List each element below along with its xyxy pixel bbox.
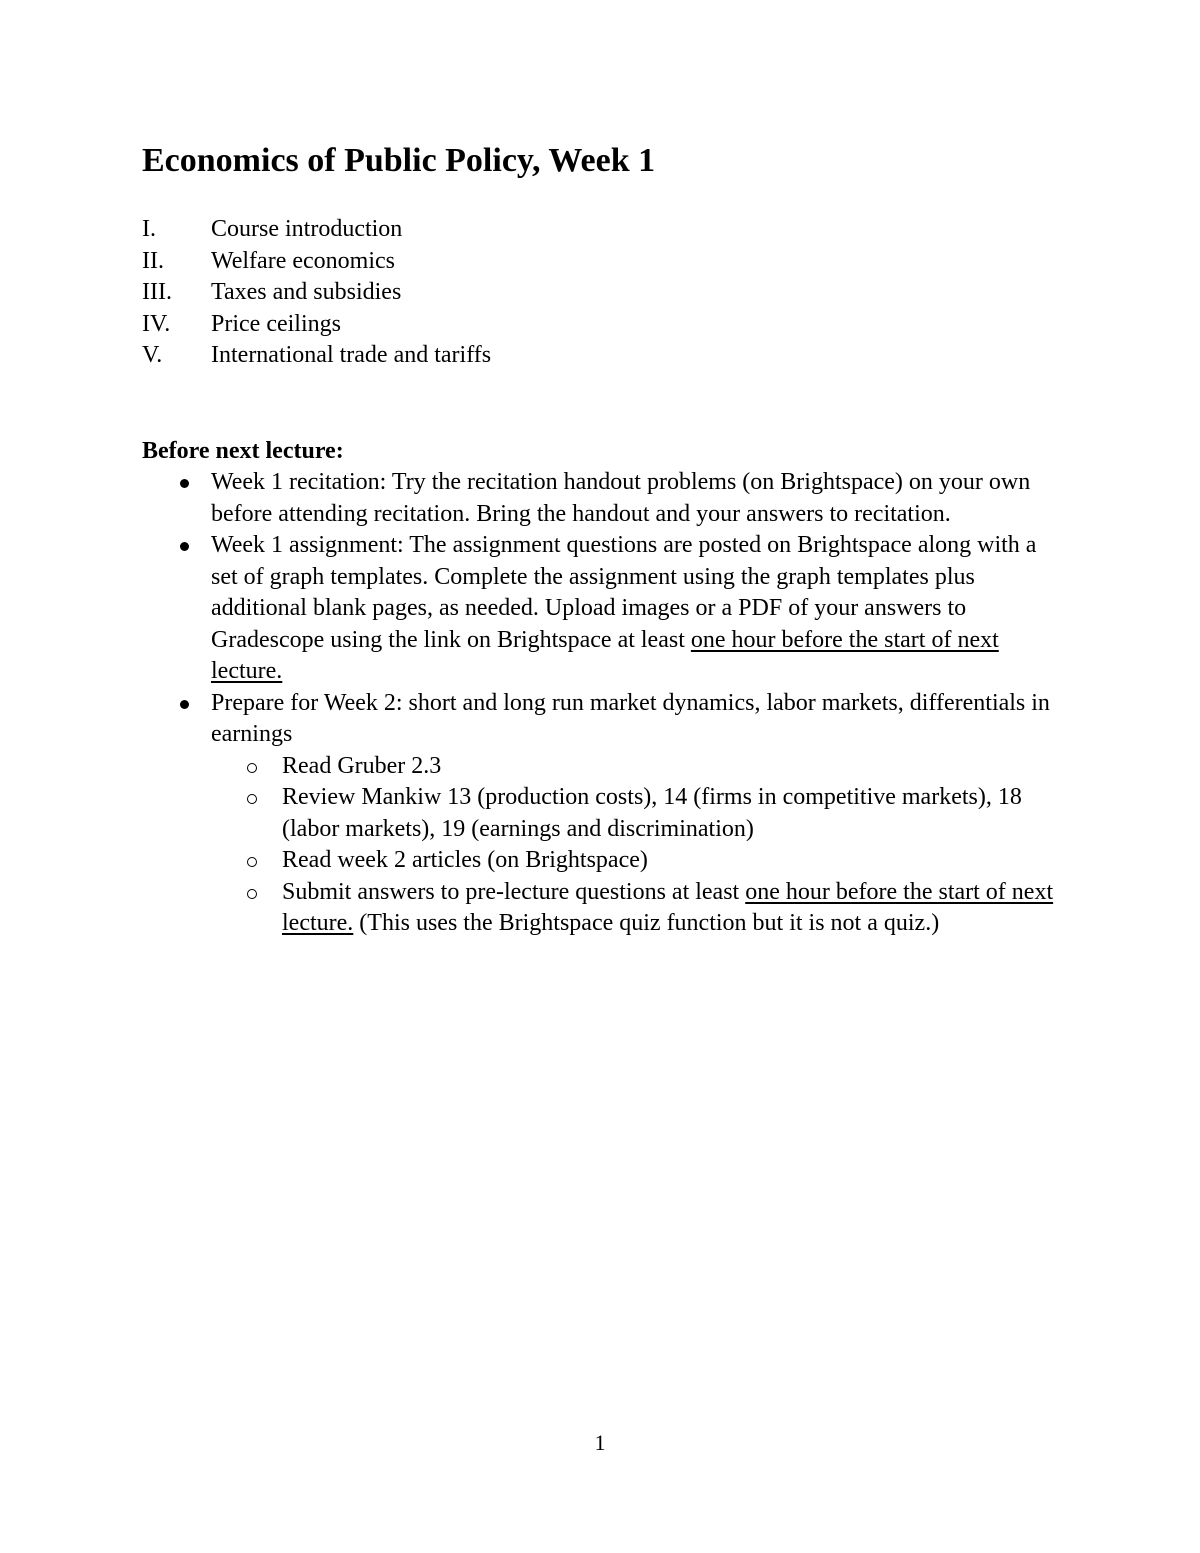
bullet-item-assignment <box>142 530 1102 688</box>
sub-item-articles <box>211 845 1056 877</box>
outline-numeral: III. <box>142 279 172 305</box>
sub-item-mankiw <box>211 782 1056 845</box>
bullet-text: Week 1 recitation: Try the recitation handout problems (on Brightspace) on your own before attending recitation. Bring the handout and your answers to recitation. <box>211 469 1031 527</box>
sub-item-text <box>282 877 1056 940</box>
assignment-deadline-underlined: one hour before the start of next lecture. <box>211 626 999 684</box>
bullet-dot-icon <box>142 688 211 940</box>
outline-item <box>142 309 1042 341</box>
outline-text: Taxes and subsidies <box>211 279 402 305</box>
submit-text: Submit answers to pre-lecture questions at least <box>282 878 746 905</box>
outline-text: International trade and tariffs <box>211 342 492 368</box>
circle-bullet-icon <box>211 877 282 940</box>
outline-numeral: I. <box>142 216 156 242</box>
outline-numeral: V. <box>142 342 163 368</box>
page-title: Economics of Public Policy, Week 1 <box>142 142 656 179</box>
submit-deadline-underlined: one hour before the start of next lecture. <box>282 878 1054 936</box>
sub-item-gruber <box>211 751 1056 783</box>
page-number: 1 <box>594 1430 606 1455</box>
bullet-text <box>211 530 1056 688</box>
before-next-lecture-heading: Before next lecture: <box>142 438 344 464</box>
outline-text: Course introduction <box>211 216 403 242</box>
outline-item <box>142 214 1042 246</box>
outline-numeral: IV. <box>142 310 171 337</box>
bullet-content <box>211 688 1056 940</box>
assignment-text: Week 1 assignment: The assignment questions are posted on Brightspace along with a set of graph templates. Complete the assignment using the graph templates plus additional blank pages, as needed. Upload images or a PDF of your answers to Gradescope using the link on Brightspace at least <box>211 532 1037 653</box>
bullet-item-prepare <box>142 688 1102 940</box>
circle-bullet-icon <box>211 845 282 877</box>
topic-outline <box>142 214 1042 372</box>
circle-bullet-icon <box>211 782 282 845</box>
bullet-dot-icon <box>142 467 211 530</box>
task-list <box>142 467 1102 940</box>
outline-item <box>142 340 1042 372</box>
submit-tail: (This uses the Brightspace quiz function but it is not a quiz.) <box>353 910 940 936</box>
outline-text: Welfare economics <box>211 247 395 274</box>
sub-item-text: Review Mankiw 13 (production costs), 14 (firms in competitive markets), 18 (labor markets), 19 (earnings and discrimination) <box>282 784 1022 842</box>
bullet-dot-icon <box>142 530 211 688</box>
outline-text: Price ceilings <box>211 310 341 337</box>
sub-list <box>211 751 1056 940</box>
outline-item <box>142 277 1042 309</box>
sub-item-text: Read week 2 articles (on Brightspace) <box>282 847 648 873</box>
sub-item-text: Read Gruber 2.3 <box>282 752 442 779</box>
outline-item <box>142 246 1042 278</box>
circle-bullet-icon <box>211 751 282 783</box>
bullet-item-recitation <box>142 467 1102 530</box>
sub-item-submit <box>211 877 1056 940</box>
outline-numeral: II. <box>142 247 164 274</box>
bullet-text: Prepare for Week 2: short and long run market dynamics, labor markets, differentials in earnings <box>211 689 1050 747</box>
